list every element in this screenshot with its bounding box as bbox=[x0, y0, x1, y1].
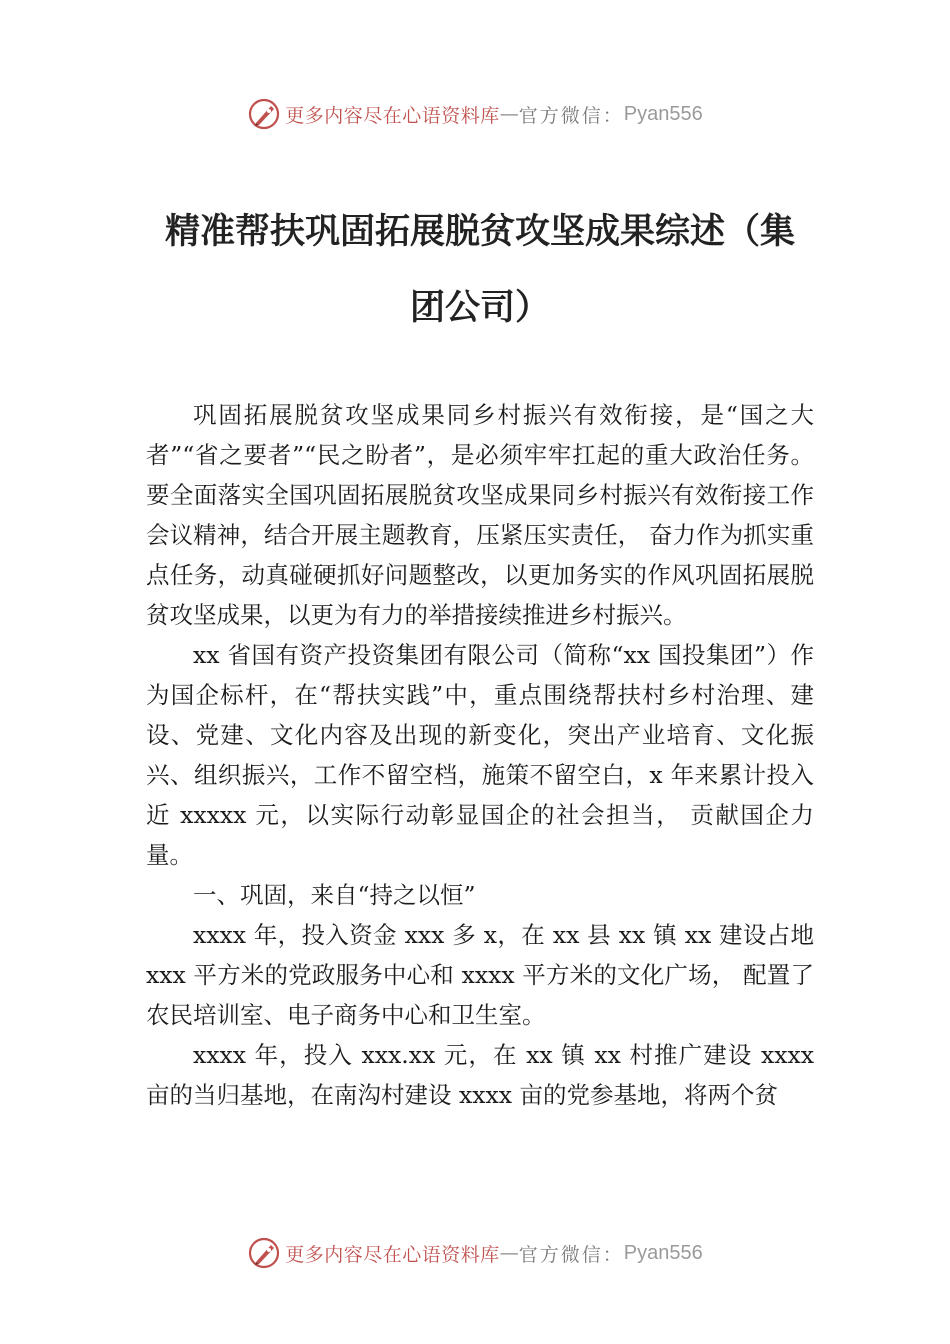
banner-separator: — bbox=[499, 1242, 519, 1264]
wechat-id: Pyan556 bbox=[623, 1241, 703, 1264]
header-banner bbox=[0, 92, 950, 136]
pen-logo-icon bbox=[247, 1236, 281, 1270]
paragraph-intro: 巩固拓展脱贫攻坚成果同乡村振兴有效衔接，是“国之大者”“省之要者”“民之盼者”，是必须牢牢扛起的重大政治任务。要全面落实全国巩固拓展脱贫攻坚成果同乡村振兴有效衔接工作会议精神，结合开展主题教育，压紧压实责任， 奋力作为抓实重点任务，动真碰硬抓好问题整改，以更加务实的作风巩固拓展脱贫攻坚成果，以更为有力的举措接续推进乡村振兴。 bbox=[146, 401, 814, 629]
wechat-id: Pyan556 bbox=[623, 102, 703, 125]
footer-banner bbox=[0, 1231, 950, 1275]
banner-separator: — bbox=[499, 103, 519, 125]
section-heading-1: 一、巩固，来自“持之以恒” bbox=[193, 881, 476, 909]
pen-logo-icon bbox=[247, 97, 281, 131]
document-title-line1: 精准帮扶巩固拓展脱贫攻坚成果综述（集 bbox=[164, 211, 795, 252]
document-body bbox=[146, 395, 814, 1115]
paragraph-investment-2: xxxx 年，投入 xxx.xx 元，在 xx 镇 xx 村推广建设 xxxx 亩的当归基地，在南沟村建设 xxxx 亩的党参基地，将两个贫 bbox=[146, 1041, 814, 1109]
paragraph-company: xx 省国有资产投资集团有限公司（简称“xx 国投集团”）作为国企标杆，在“帮扶实践”中，重点围绕帮扶村乡村治理、建设、党建、文化内容及出现的新变化，突出产业培育、文化振兴、组织振兴，工作不留空档，施策不留空白，x 年来累计投入近 xxxxx 元，以实际行动彰显国企的社会担当， 贡献国企力量。 bbox=[146, 641, 814, 869]
banner-slogan: 更多内容尽在心语资料库 bbox=[285, 1243, 500, 1266]
banner-slogan: 更多内容尽在心语资料库 bbox=[285, 104, 500, 127]
wechat-label: 官方微信： bbox=[518, 104, 624, 127]
wechat-label: 官方微信： bbox=[518, 1243, 624, 1266]
document-title-line2: 团公司） bbox=[409, 287, 550, 328]
paragraph-investment-1: xxxx 年，投入资金 xxx 多 x，在 xx 县 xx 镇 xx 建设占地 xxx 平方米的党政服务中心和 xxxx 平方米的文化广场， 配置了农民培训室、电子商务中心和卫生室。 bbox=[146, 921, 814, 1029]
